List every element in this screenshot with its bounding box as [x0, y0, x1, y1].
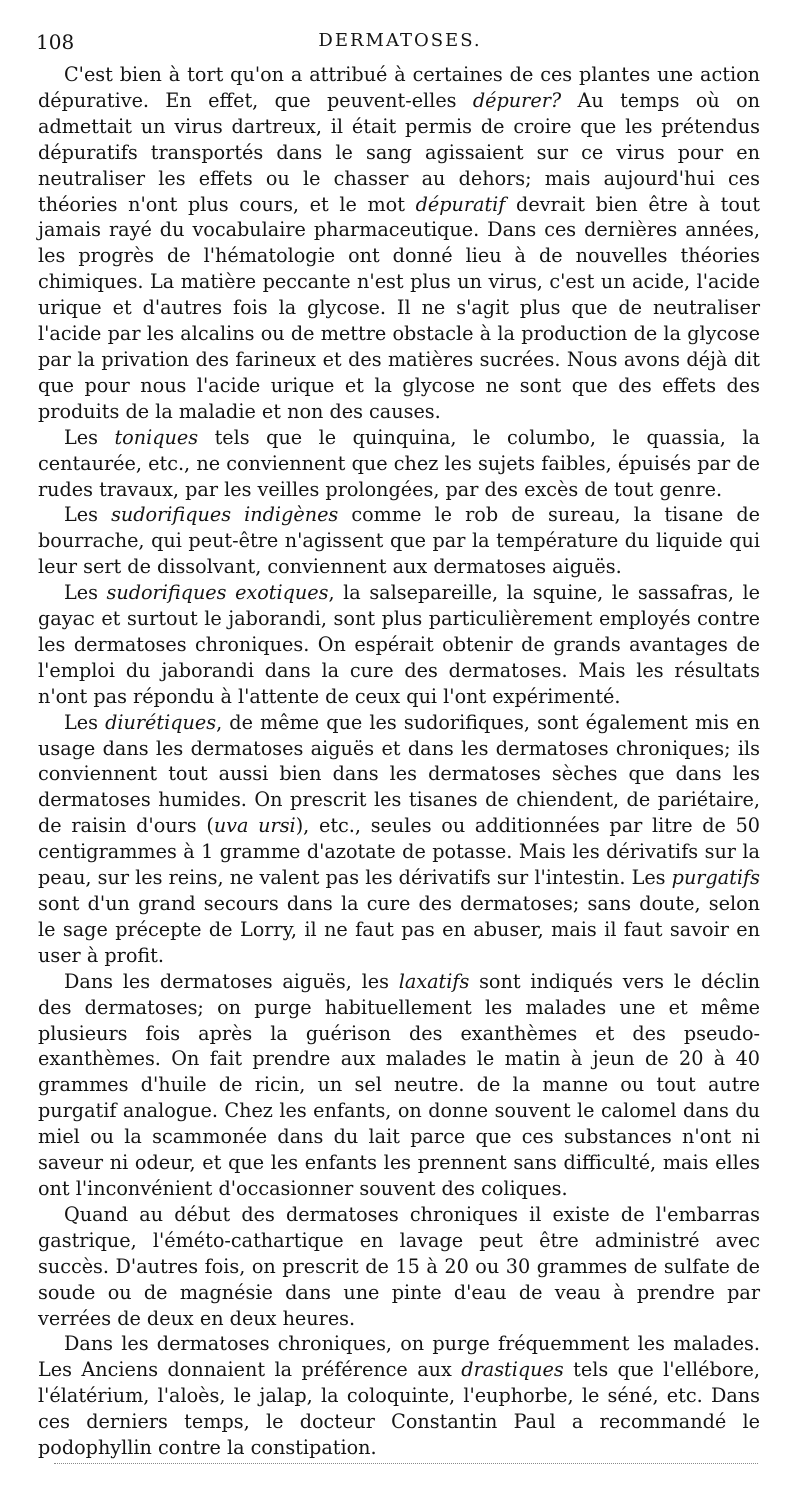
- text-run: comme le rob de sureau, la tisane de bourrache, qui peut-être n'agissent que par la température du liquide qui leur sert de dissolvant, conviennent aux dermatoses aiguës.: [38, 503, 761, 579]
- paragraph: [38, 710, 760, 969]
- text-run: Les: [64, 710, 106, 734]
- page-number: 108: [36, 30, 75, 54]
- italic-term: diurétiques: [105, 710, 217, 734]
- text-run: Les: [64, 581, 107, 605]
- footer-dotted-rule: [54, 1463, 758, 1464]
- body-text: [38, 62, 760, 1461]
- text-run: devrait bien être à tout jamais rayé du vocabulaire pharmaceutique. Dans ces dernières années, les progrès de l'hématologie ont donné lieu à de nouvelles théories chimiques. La matière peccante n'est plus un virus, c'est un acide, l'acide urique et d'autres fois la glycose. Il ne s'agit plus que de neutraliser l'acide par les alcalins ou de mettre obstacle à la production de la glycose par la privation des farineux et des matières sucrées. Nous avons déjà dit que pour nous l'acide urique et la glycose ne sont que des effets des produits de la maladie et non des causes.: [38, 192, 760, 423]
- italic-term: purgatifs: [671, 866, 760, 890]
- paragraph: [38, 425, 760, 503]
- text-run: Quand au début des dermatoses chroniques il existe de l'embarras gastrique, l'éméto-cathartique en lavage peut être administré avec succès. D'autres fois, on prescrit de 15 à 20 ou 30 grammes de sulfate de soude ou de magnésie dans une pinte d'eau de veau à prendre par verrées de deux en deux heures.: [38, 1202, 760, 1330]
- text-run: Les: [64, 503, 112, 527]
- text-run: Dans les dermatoses chroniques, on purge fréquemment les malades. Les Anciens donnaient la préférence aux: [38, 1332, 760, 1382]
- text-run: tels que l'ellébore, l'élatérium, l'aloès, le jalap, la coloquinte, l'euphorbe, le séné, etc. Dans ces derniers temps, le docteur Constantin Paul a recommandé le podophyllin contre la constipation.: [38, 1358, 760, 1460]
- paragraph: [38, 62, 760, 425]
- italic-term: dépuratif: [415, 192, 506, 216]
- text-run: Dans les dermatoses aiguës, les: [64, 969, 399, 993]
- text-run: tels que le quinquina, le columbo, le quassia, la centaurée, etc., ne conviennent que chez les sujets faibles, épuisés par de rudes travaux, par les veilles prolongées, par des excès de tout genre.: [38, 425, 760, 501]
- paragraph: [38, 502, 760, 580]
- paragraph: [38, 969, 760, 1202]
- text-run: Les: [64, 425, 115, 449]
- italic-term: dépurer?: [472, 88, 562, 112]
- italic-term: uva ursi: [213, 814, 296, 838]
- text-run: sont indiqués vers le déclin des dermatoses; on purge habituellement les malades une et même plusieurs fois après la guérison des exanthèmes et des pseudo-exanthèmes. On fait prendre aux malades le matin à jeun de 20 à 40 grammes d'huile de ricin, un sel neutre. de la manne ou tout autre purgatif analogue. Chez les enfants, on donne souvent le calomel dans du miel ou la scammonée dans du lait parce que ces substances n'ont ni saveur ni odeur, et que les enfants les prennent sans difficulté, mais elles ont l'inconvénient d'occasionner souvent des coliques.: [38, 969, 760, 1200]
- text-run: , de même que les sudorifiques, sont également mis en usage dans les dermatoses aiguës et dans les dermatoses chroniques; ils conviennent tout aussi bien dans les dermatoses sèches que dans les dermatoses humides. On prescrit les tisanes de chiendent, de pariétaire, de raisin d'ours (: [38, 710, 760, 838]
- paragraph: [38, 1331, 760, 1461]
- italic-term: laxatifs: [398, 969, 470, 993]
- text-run: , la salsepareille, la squine, le sassafras, le gayac et surtout le jaborandi, sont plus particulièrement employés contre les dermatoses chroniques. On espérait obtenir de grands avantages de l'emploi du jaborandi dans la cure des dermatoses. Mais les résultats n'ont pas répondu à l'attente de ceux qui l'ont expérimenté.: [38, 581, 760, 708]
- text-run: ), etc., seules ou additionnées par litre de 50 centigrammes à 1 gramme d'azotate de potasse. Mais les dérivatifs sur la peau, sur les reins, ne valent pas les dérivatifs sur l'intestin. Les: [38, 814, 761, 890]
- italic-term: drastiques: [461, 1358, 564, 1382]
- running-title: DERMATOSES.: [318, 30, 482, 51]
- page-header: [36, 30, 764, 58]
- text-run: Au temps où on admettait un virus dartreux, il était permis de croire que les prétendus dépuratifs transportés dans le sang agissaient sur ce virus pour en neutraliser les effets ou le chasser au dehors; mais aujourd'hui ces théories n'ont plus cours, et le mot: [38, 88, 760, 216]
- paragraph: [38, 1202, 760, 1332]
- text-run: sont d'un grand secours dans la cure des dermatoses; sans doute, selon le sage précepte de Lorry, il ne faut pas en abuser, mais il faut savoir en user à profit.: [38, 892, 760, 967]
- paragraph: [38, 580, 760, 710]
- text-run: C'est bien à tort qu'on a attribué à certaines de ces plantes une action dépurative. En effet, que peuvent-elles: [38, 63, 760, 112]
- italic-term: toniques: [114, 425, 199, 449]
- italic-term: sudorifiques exotiques: [106, 581, 329, 605]
- italic-term: sudorifiques indigènes: [111, 503, 339, 527]
